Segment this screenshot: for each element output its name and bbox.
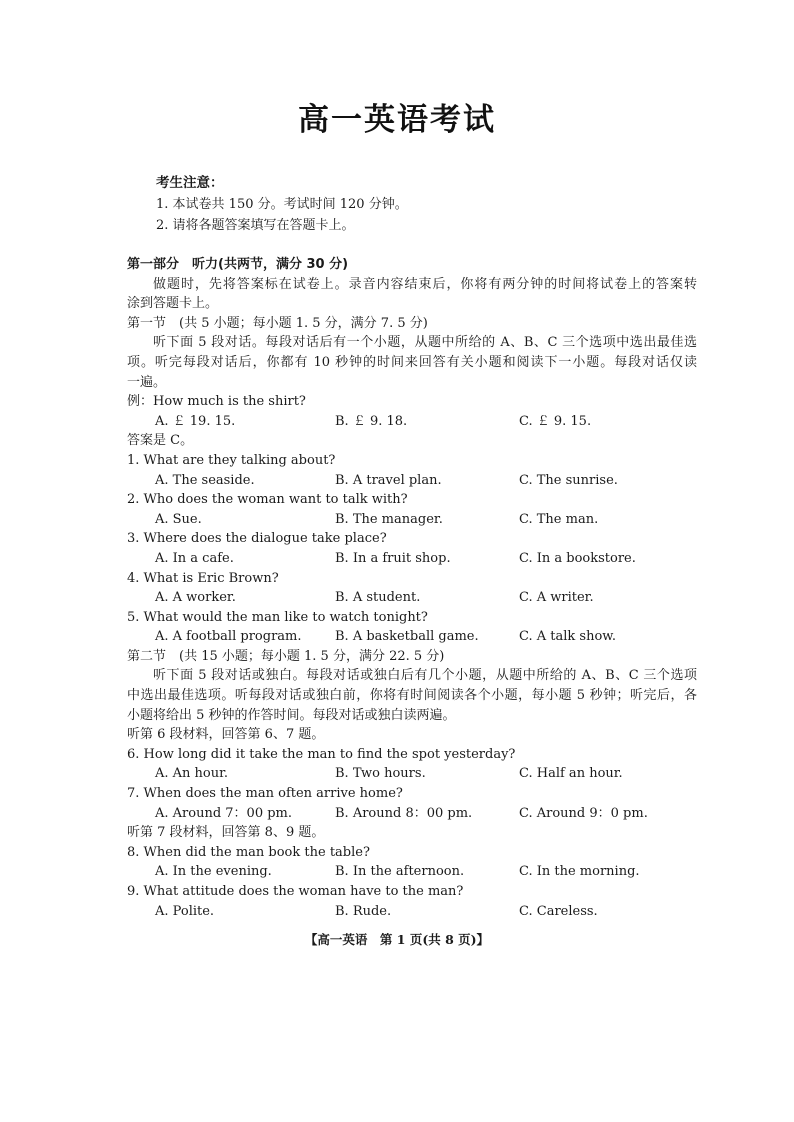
- option-c: C. Around 9：0 pm.: [519, 805, 648, 821]
- page-title: 高一英语考试: [298, 102, 496, 138]
- question-options: [127, 471, 697, 491]
- option-c: C. Half an hour.: [519, 766, 623, 782]
- section1-directions: 听下面 5 段对话。每段对话后有一个小题，从题中所给的 A、B、C 三个选项中选出最佳选: [153, 335, 697, 351]
- question-stem: 7. When does the man often arrive home?: [127, 786, 403, 802]
- question-options: [127, 510, 697, 530]
- material-instruction: 听第 7 段材料，回答第 8、9 题。: [127, 825, 325, 841]
- option-b: B. The manager.: [335, 511, 443, 527]
- part1-heading: 第一部分 听力(共两节，满分 30 分): [127, 257, 349, 272]
- question-stem: 1. What are they talking about?: [127, 452, 336, 468]
- option-a: A. A football program.: [155, 629, 302, 645]
- option-b: B. A basketball game.: [335, 629, 479, 645]
- section2-directions: 听下面 5 段对话或独白。每段对话或独白后有几个小题，从题中所给的 A、B、C 三个选项: [153, 668, 697, 684]
- section1-heading: 第一节 (共 5 小题；每小题 1. 5 分，满分 7. 5 分): [127, 315, 428, 331]
- example-answer: 答案是 C。: [127, 433, 194, 449]
- question-options: [127, 588, 697, 608]
- option-c: C. The sunrise.: [519, 472, 618, 488]
- option-b: B. A travel plan.: [335, 472, 442, 488]
- option-c: C. A writer.: [519, 590, 594, 606]
- option-a: A. Around 7：00 pm.: [155, 805, 293, 821]
- question-options: [127, 549, 697, 569]
- question-options: [127, 764, 697, 784]
- question-stem: 4. What is Eric Brown?: [127, 570, 279, 586]
- option-c: C. A talk show.: [519, 629, 616, 645]
- part1-intro: 涂到答题卡上。: [127, 296, 219, 312]
- option-a: A. In a cafe.: [155, 550, 234, 566]
- question-options: [127, 804, 697, 824]
- question-stem: 8. When did the man book the table?: [127, 844, 370, 860]
- question-options: [127, 627, 697, 647]
- page-footer: 【高一英语 第 1 页(共 8 页)】: [304, 932, 490, 947]
- question-stem: 2. Who does the woman want to talk with?: [127, 492, 408, 508]
- option-a: A. Polite.: [155, 903, 215, 919]
- option-b: B. In a fruit shop.: [335, 550, 451, 566]
- example-options: [127, 412, 697, 432]
- option-b: B. Around 8：00 pm.: [335, 805, 473, 821]
- notice-item: 1. 本试卷共 150 分。考试时间 120 分钟。: [156, 197, 408, 212]
- option-c: C. In a bookstore.: [519, 550, 636, 566]
- candidate-notice: [156, 172, 408, 236]
- section1-directions: 项。听完每段对话后，你都有 10 秒钟的时间来回答有关小题和阅读下一小题。每段对话仅读: [127, 354, 697, 370]
- option-a: A. ￡ 19. 15.: [155, 413, 236, 429]
- section1-directions: 一遍。: [127, 374, 167, 390]
- question-stem: 5. What would the man like to watch tonight?: [127, 609, 428, 625]
- option-c: C. ￡ 9. 15.: [519, 413, 592, 429]
- section2-heading: 第二节 (共 15 小题；每小题 1. 5 分，满分 22. 5 分): [127, 648, 445, 664]
- option-b: B. In the afternoon.: [335, 864, 465, 880]
- option-b: B. A student.: [335, 590, 421, 606]
- option-c: C. Careless.: [519, 903, 598, 919]
- example-question: 例：How much is the shirt?: [127, 394, 306, 410]
- option-a: A. A worker.: [155, 590, 236, 606]
- option-a: A. The seaside.: [155, 472, 255, 488]
- question-options: [127, 862, 697, 882]
- option-a: A. In the evening.: [155, 864, 272, 880]
- option-b: B. Two hours.: [335, 766, 426, 782]
- part1-intro: 做题时，先将答案标在试卷上。录音内容结束后，你将有两分钟的时间将试卷上的答案转: [153, 276, 697, 292]
- option-c: C. The man.: [519, 511, 599, 527]
- question-stem: 6. How long did it take the man to find the spot yesterday?: [127, 746, 516, 762]
- question-stem: 9. What attitude does the woman have to the man?: [127, 884, 464, 899]
- question-options: [127, 902, 697, 922]
- material-instruction: 听第 6 段材料，回答第 6、7 题。: [127, 727, 325, 743]
- notice-heading: 考生注意：: [156, 175, 224, 191]
- section2-directions: 小题将给出 5 秒钟的作答时间。每段对话或独白读两遍。: [127, 707, 456, 723]
- option-c: C. In the morning.: [519, 864, 640, 880]
- option-a: A. An hour.: [155, 766, 229, 782]
- option-b: B. ￡ 9. 18.: [335, 413, 408, 429]
- question-stem: 3. Where does the dialogue take place?: [127, 531, 387, 547]
- option-a: A. Sue.: [155, 511, 202, 527]
- section2-directions: 中选出最佳选项。听每段对话或独白前，你将有时间阅读各个小题，每小题 5 秒钟；听完后，各: [127, 688, 697, 704]
- option-b: B. Rude.: [335, 903, 392, 919]
- notice-item: 2. 请将各题答案填写在答题卡上。: [156, 218, 355, 233]
- exam-content: [127, 255, 697, 921]
